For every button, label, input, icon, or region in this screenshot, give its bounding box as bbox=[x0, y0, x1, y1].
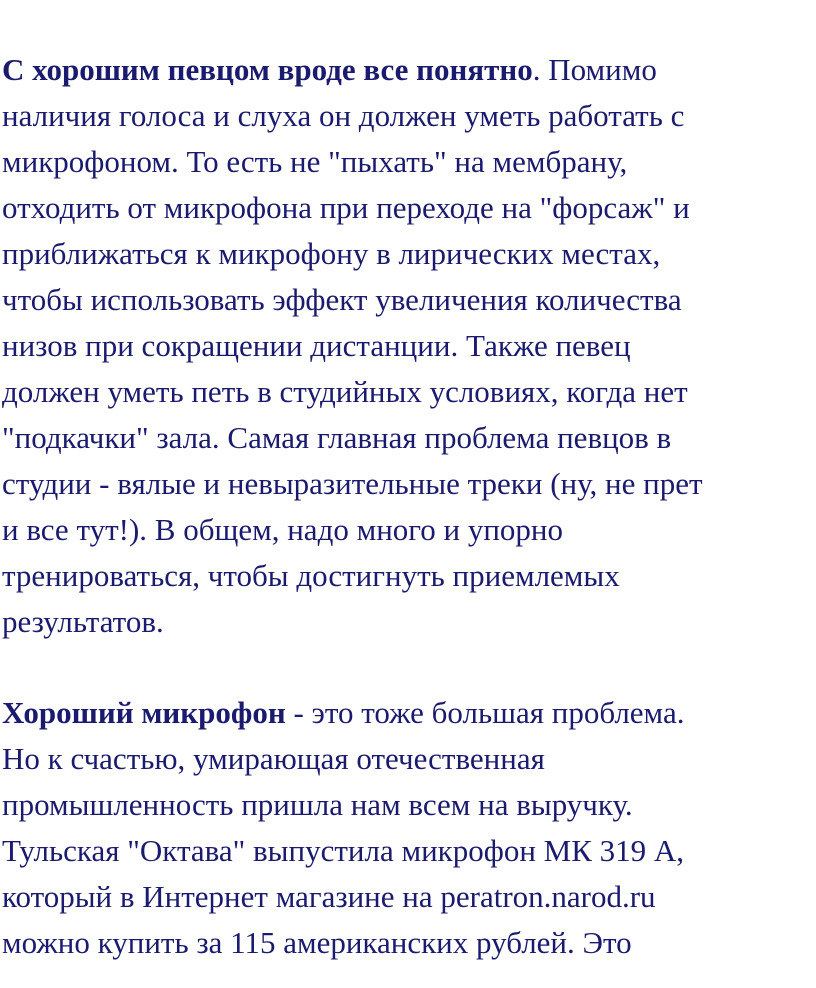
text-line: студии - вялые и невыразительные треки (ну, не прет bbox=[2, 466, 703, 501]
text-line: результатов. bbox=[2, 604, 164, 639]
text-line: "подкачки" зала. Самая главная проблема певцов в bbox=[2, 420, 672, 455]
bold-lead-microphone: Хороший микрофон bbox=[2, 695, 286, 730]
text-line: Но к счастью, умирающая отечественная bbox=[2, 741, 545, 776]
text-line: можно купить за 115 американских рублей. Это bbox=[2, 925, 632, 960]
text-line: низов при сокращении дистанции. Также певец bbox=[2, 328, 631, 363]
text-line: С хорошим певцом вроде все понятно. Помимо bbox=[2, 52, 657, 87]
text-line: Хороший микрофон - это тоже большая проблема. bbox=[2, 695, 685, 730]
text-line: наличия голоса и слуха он должен уметь работать с bbox=[2, 98, 685, 133]
bold-lead-singer: С хорошим певцом вроде все понятно bbox=[2, 52, 533, 87]
text-line: должен уметь петь в студийных условиях, когда нет bbox=[2, 374, 688, 409]
text-line: промышленность пришла нам всем на выручку. bbox=[2, 787, 633, 822]
text-line: чтобы использовать эффект увеличения количества bbox=[2, 282, 682, 317]
text-line: отходить от микрофона при переходе на "форсаж" и bbox=[2, 190, 690, 225]
text-line: микрофоном. То есть не "пыхать" на мембрану, bbox=[2, 144, 628, 179]
text-line: Тульская "Октава" выпустила микрофон МК 319 А, bbox=[2, 833, 685, 868]
text-line: тренироваться, чтобы достигнуть приемлемых bbox=[2, 558, 620, 593]
paragraph-singer bbox=[2, 47, 703, 645]
text-line: и все тут!). В общем, надо много и упорно bbox=[2, 512, 564, 547]
paragraph-microphone bbox=[2, 690, 684, 966]
text-line: приближаться к микрофону в лирических местах, bbox=[2, 236, 661, 271]
text-line: который в Интернет магазине на peratron.narod.ru bbox=[2, 879, 656, 914]
